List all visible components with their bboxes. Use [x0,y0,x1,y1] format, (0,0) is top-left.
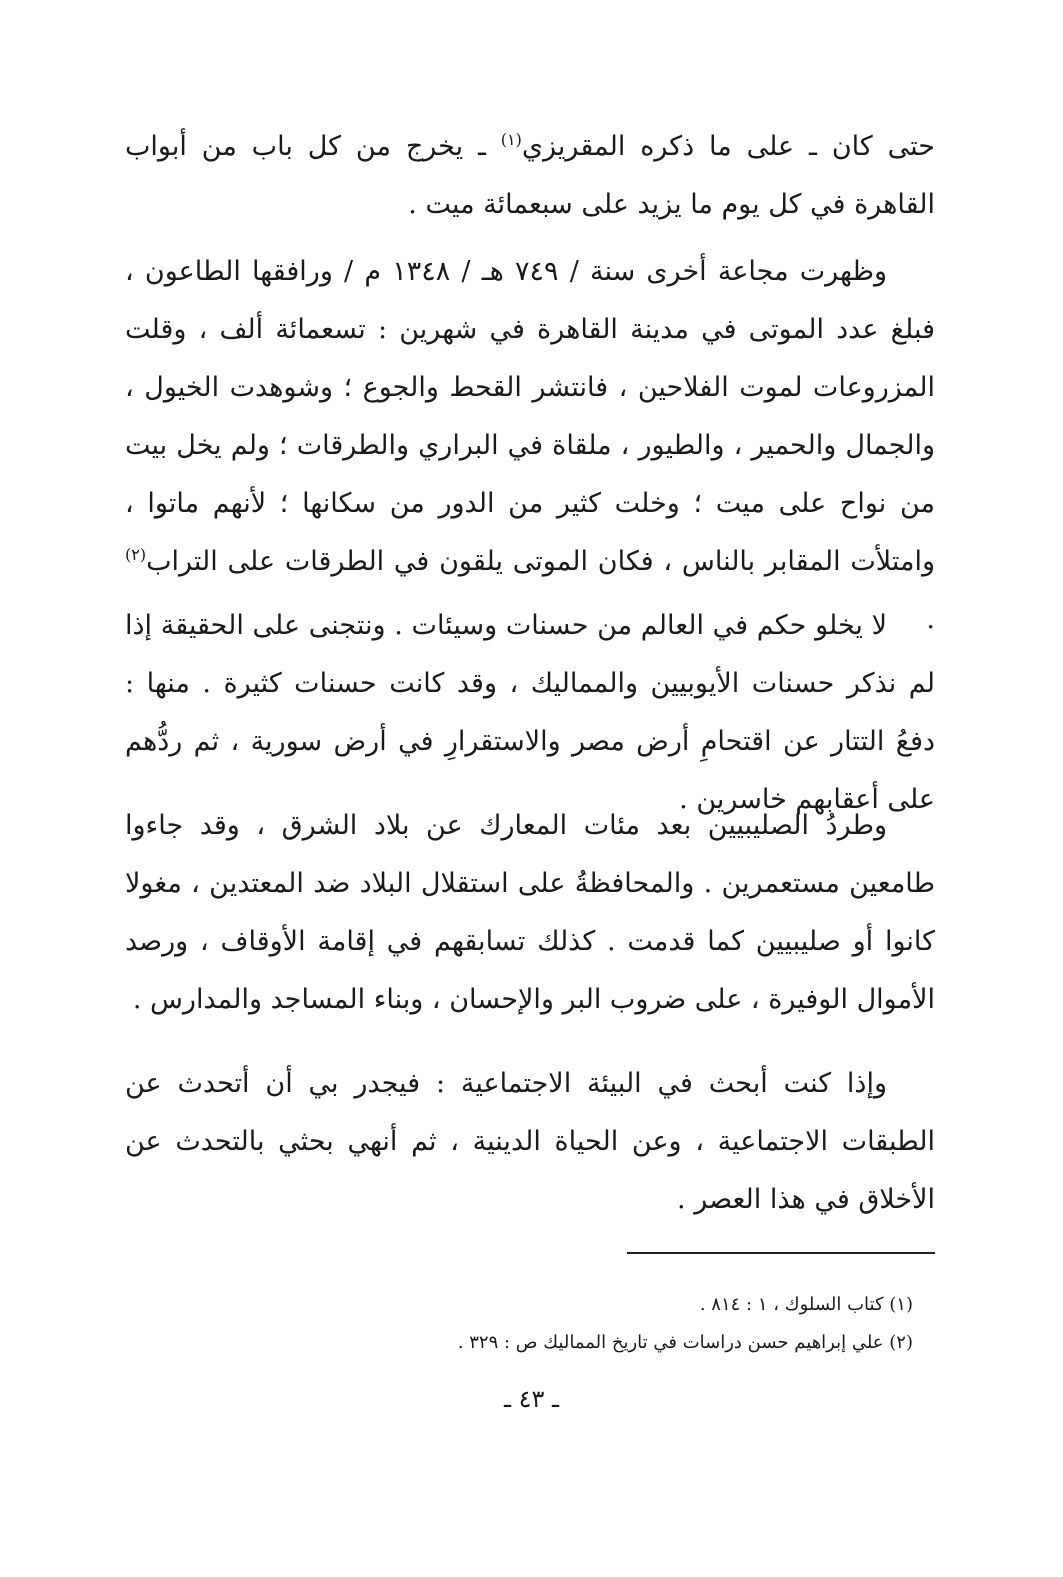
paragraph-1 [125,118,935,234]
footnote-2: (٢) علي إبراهيم حسن دراسات في تاريخ المماليك ص : ٣٢٩ . [457,1332,913,1353]
paragraph-2-text-end: . [926,604,935,635]
footnote-divider [627,1252,935,1254]
paragraph-4 [125,797,935,1029]
paragraph-1-text-continued: ـ يخرج من كل باب من أبواب القاهرة في كل يوم ما يزيد على سبعمائة ميت . [125,131,935,220]
paragraph-1-text: حتى كان ـ على ما ذكره المقريزي [521,131,935,162]
paragraph-5 [125,1055,935,1229]
footnote-mark-2: (٢) [125,545,147,564]
footnotes [213,1286,913,1362]
page-number: ـ ٤٣ ـ [503,1385,560,1413]
paragraph-3 [125,597,935,829]
paragraph-5-text: وإذا كنت أبحث في البيئة الاجتماعية : فيجدر بي أن أتحدث عن الطبقات الاجتماعية ، وعن الحياة الدينية ، ثم أنهي بحثي بالتحدث عن الأخلاق في هذا العصر . [125,1068,935,1215]
footnote-1: (١) كتاب السلوك ، ١ : ٨١٤ . [699,1294,913,1315]
paragraph-3-text: لا يخلو حكم في العالم من حسنات وسيئات . ونتجنى على الحقيقة إذا لم نذكر حسنات الأيوبيين والمماليك ، وقد كانت حسنات كثيرة . منها : دفعُ التتار عن اقتحامِ أرض مصر والاستقرارِ في أرض سورية ، ثم ردُّهم على أعقابهم خاسرين . [125,610,935,815]
paragraph-2-text: وظهرت مجاعة أخرى سنة / ٧٤٩ هـ / ١٣٤٨ م / ورافقها الطاعون ، فبلغ عدد الموتى في مدينة القاهرة في شهرين : تسعمائة ألف ، وقلت المزروعات لموت الفلاحين ، فانتشر القحط والجوع ؛ وشوهدت الخيول ، والجمال والحمير ، والطيور ، ملقاة في البراري والطرقات ؛ ولم يخل بيت من نواح على ميت ؛ وخلت كثير من الدور من سكانها ؛ لأنهم ماتوا ، وامتلأت المقابر بالناس ، فكان الموتى يلقون في الطرقات على التراب [125,256,935,577]
paragraph-4-text: وطردُ الصليبيين بعد مئات المعارك عن بلاد الشرق ، وقد جاءوا طامعين مستعمرين . والمحافظةُ على استقلال البلاد ضد المعتدين ، مغولا كانوا أو صليبيين كما قدمت . كذلك تسابقهم في إقامة الأوقاف ، ورصد الأموال الوفيرة ، على ضروب البر والإحسان ، وبناء المساجد والمدارس . [125,810,935,1015]
footnote-mark-1: (١) [500,130,522,149]
paragraph-2 [125,243,935,649]
